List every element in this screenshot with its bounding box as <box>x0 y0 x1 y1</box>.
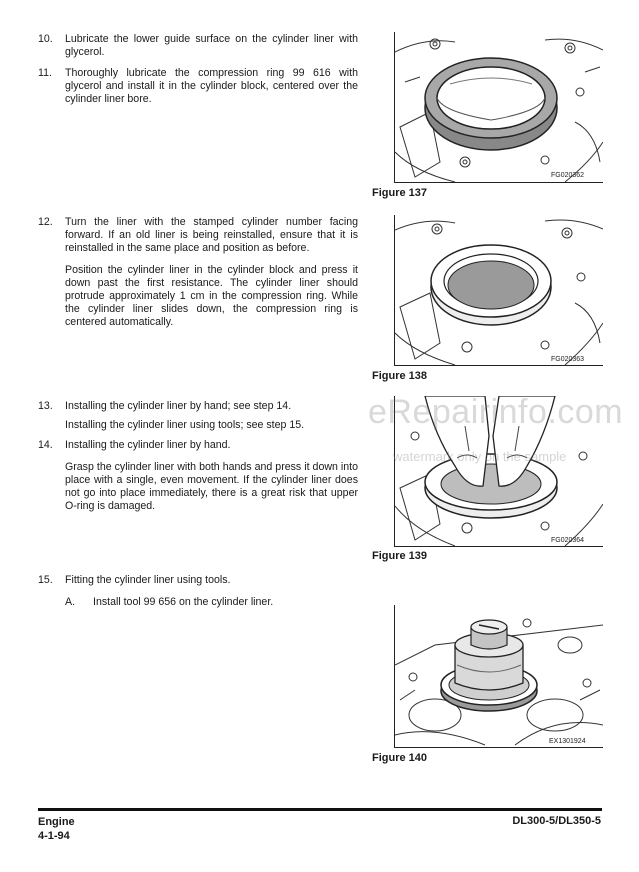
step-13-tools: Installing the cylinder liner using tools; see step 15. <box>65 419 305 431</box>
step-text: Thoroughly lubricate the compression ring 99 616 with glycerol and install it in the cylinder block, centered over the cylinder liner bore. <box>65 67 358 105</box>
footer-page-number: 4-1-94 <box>38 830 70 842</box>
step-11 <box>38 67 358 106</box>
step-text: Turn the liner with the stamped cylinder number facing forward. If an old liner is being reinstalled, ensure that it is reinstalled in the same place and position as before. <box>65 216 358 254</box>
step-15-substep-a <box>65 596 273 609</box>
step-number: 13. <box>38 400 53 412</box>
step-number: 11. <box>38 67 52 79</box>
figure-caption: Figure 140 <box>372 752 428 764</box>
watermark-note: watermark only on the sample <box>393 449 567 464</box>
figure-caption: Figure 137 <box>372 187 428 199</box>
figure-caption: Figure 138 <box>372 370 428 382</box>
step-10 <box>38 33 358 59</box>
step-number: 15. <box>38 574 53 586</box>
step-number: 10. <box>38 33 53 45</box>
step-12 <box>38 216 358 255</box>
figure-137-image <box>394 32 603 183</box>
step-13 <box>38 400 358 413</box>
step-text: Fitting the cylinder liner using tools. <box>65 574 231 586</box>
figure-138-image <box>394 215 603 366</box>
step-text: Installing the cylinder liner by hand. <box>65 439 231 451</box>
figure-caption: Figure 139 <box>372 550 428 562</box>
figure-code: FG020364 <box>551 537 585 544</box>
substep-text: Install tool 99 656 on the cylinder liner. <box>93 596 274 608</box>
footer-left <box>38 815 75 843</box>
step-number: 14. <box>38 439 53 451</box>
step-text: Installing the cylinder liner by hand; see step 14. <box>65 400 292 412</box>
watermark-site: eRepairinfo.com <box>368 393 624 431</box>
substep-letter: A. <box>65 596 76 608</box>
figure-140-image <box>394 605 603 748</box>
footer-model: DL300-5/DL350-5 <box>512 815 601 827</box>
footer-rule <box>38 808 602 811</box>
figure-code: FG020363 <box>551 356 585 363</box>
step-14-detail: Grasp the cylinder liner with both hands and press it down into place with a single, even movement. If the cylinder liner does not go into place immediately, there is a great risk that upper O-ring is damaged. <box>65 461 358 512</box>
figure-code: EX1301924 <box>549 738 586 745</box>
figure-code: FG020362 <box>551 172 585 179</box>
step-15 <box>38 574 358 587</box>
step-14 <box>38 439 358 452</box>
step-text: Lubricate the lower guide surface on the cylinder liner with glycerol. <box>65 33 358 58</box>
step-12-detail: Position the cylinder liner in the cylinder block and press it down past the first resistance. The cylinder liner should protrude approximately 1 cm in the compression ring. While the cylinder liner slides down, the compression ring is centered automatically. <box>65 264 358 328</box>
footer-section: Engine <box>38 816 75 828</box>
step-number: 12. <box>38 216 53 228</box>
